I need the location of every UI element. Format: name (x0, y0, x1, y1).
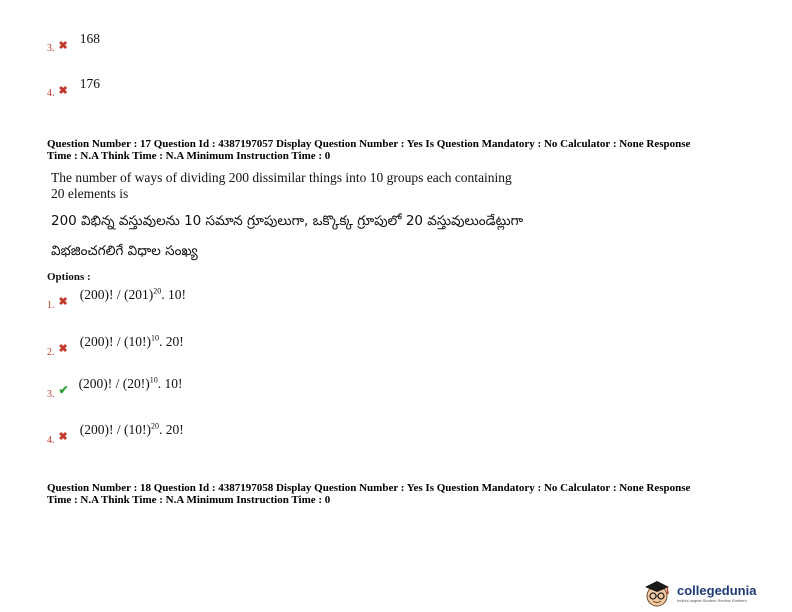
option-base: (200)! / (10!) (79, 422, 151, 437)
option-base: (200)! / (10!) (79, 334, 151, 349)
option-text (80, 334, 184, 349)
question-18-meta (47, 482, 767, 506)
meta-line-1: Question Number : 18 Question Id : 4387197058 Display Question Number : Yes Is Question Mandatory : No Calculator : None Response (47, 482, 691, 494)
option-number: 4. (47, 435, 55, 446)
meta-line-1: Question Number : 17 Question Id : 4387197057 Display Question Number : Yes Is Question Mandatory : No Calculator : None Response (47, 138, 691, 150)
option-text (80, 287, 186, 302)
logo-tagline: India's largest Student Review Platform (677, 598, 747, 603)
option-number: 4. (47, 88, 55, 99)
wrong-mark-icon: ✖ (58, 343, 68, 355)
option-tail: . 10! (161, 287, 186, 302)
q17-option-3 (47, 375, 183, 400)
option-exponent: 20 (153, 286, 162, 296)
q17-option-2 (47, 333, 184, 358)
wrong-mark-icon: ✖ (58, 431, 68, 443)
wrong-mark-icon: ✖ (58, 85, 68, 97)
option-tail: . 10! (157, 376, 183, 391)
option-number: 3. (47, 43, 55, 54)
question-17-meta (47, 138, 767, 162)
mascot-icon (640, 578, 674, 608)
option-base: (200)! / (20!) (78, 376, 150, 391)
question-17-text-te-line-1: 200 విభిన్న వస్తువులను 10 సమాన గ్రూపులుగా, ఒక్కొక్క గ్రూపులో 20 వస్తువులుండేట్లుగా (51, 213, 524, 229)
option-exponent: 10 (149, 375, 158, 385)
collegedunia-logo (640, 578, 756, 608)
option-number: 3. (47, 389, 55, 400)
q17-option-1 (47, 286, 186, 311)
wrong-mark-icon: ✖ (58, 296, 68, 308)
correct-check-icon: ✔ (58, 383, 69, 397)
option-number: 1. (47, 300, 55, 311)
option-number: 2. (47, 347, 55, 358)
prev-option-4 (47, 75, 100, 99)
option-tail: . 20! (158, 334, 184, 349)
question-17-text-en (51, 170, 611, 202)
meta-line-2: Time : N.A Think Time : N.A Minimum Instruction Time : 0 (47, 494, 331, 506)
option-text (79, 376, 183, 391)
logo-name: collegedunia (677, 583, 757, 598)
option-tail: . 20! (158, 422, 184, 437)
wrong-mark-icon: ✖ (58, 40, 68, 52)
option-text: 168 (79, 31, 100, 46)
option-exponent: 20 (150, 421, 159, 431)
question-line-2: 20 elements is (51, 186, 129, 201)
options-label: Options : (47, 271, 91, 283)
option-base: (200)! / (201) (79, 287, 154, 302)
question-17-text-te-line-2: విభజించగలిగే విధాల సంఖ్య (51, 243, 198, 259)
prev-option-3 (47, 30, 100, 54)
option-exponent: 10 (150, 333, 159, 343)
q17-option-4 (47, 421, 184, 446)
meta-line-2: Time : N.A Think Time : N.A Minimum Instruction Time : 0 (47, 150, 331, 162)
question-line-1: The number of ways of dividing 200 dissimilar things into 10 groups each containing (51, 170, 512, 185)
option-text (80, 422, 184, 437)
option-text: 176 (79, 76, 100, 91)
